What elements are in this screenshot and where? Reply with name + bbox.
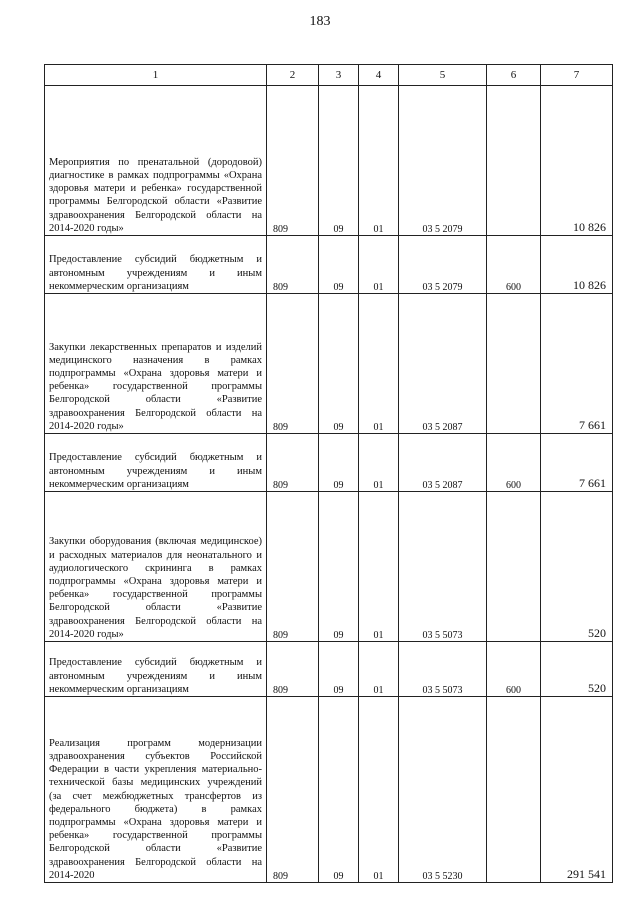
cell-target-article: 03 5 2087 (399, 434, 487, 492)
cell-subsection: 01 (359, 236, 399, 294)
table-row (45, 294, 613, 434)
cell-subsection: 01 (359, 697, 399, 883)
cell-expense-type (487, 294, 541, 434)
cell-section: 09 (319, 697, 359, 883)
row-description: Предоставление субсидий бюджетным и автономным учреждениям и иным некоммерческим организациям (45, 642, 267, 697)
column-header-6: 6 (487, 65, 541, 86)
cell-amount: 7 661 (541, 434, 613, 492)
table-row (45, 642, 613, 697)
cell-section: 09 (319, 492, 359, 642)
column-header-3: 3 (319, 65, 359, 86)
column-header-5: 5 (399, 65, 487, 86)
cell-ministry-code: 809 (267, 642, 319, 697)
table-row (45, 492, 613, 642)
cell-target-article: 03 5 2079 (399, 236, 487, 294)
cell-ministry-code: 809 (267, 236, 319, 294)
row-description: Реализация программ модернизации здравоохранения субъектов Российской Федерации в части укрепления материально-технической базы медицинских учреждений (за счет межбюджетных трансфертов из федерального бюджета) в рамках подпрограммы «Охрана здоровья матери и ребенка» государственной программы Белгородской области «Развитие здравоохранения Белгородской области на 2014-2020 (45, 697, 267, 883)
table-row (45, 86, 613, 236)
cell-amount: 10 826 (541, 86, 613, 236)
cell-amount: 520 (541, 492, 613, 642)
row-description: Мероприятия по пренатальной (дородовой) диагностике в рамках подпрограммы «Охрана здоровья матери и ребенка» государственной программы Белгородской области «Развитие здравоохранения Белгородской области на 2014-2020 годы» (45, 86, 267, 236)
table-row (45, 236, 613, 294)
cell-expense-type: 600 (487, 236, 541, 294)
cell-section: 09 (319, 294, 359, 434)
cell-subsection: 01 (359, 434, 399, 492)
column-header-4: 4 (359, 65, 399, 86)
row-description: Закупки лекарственных препаратов и изделий медицинского назначения в рамках подпрограммы «Охрана здоровья матери и ребенка» государственной программы Белгородской области «Развитие здравоохранения Белгородской области на 2014-2020 годы» (45, 294, 267, 434)
cell-subsection: 01 (359, 642, 399, 697)
cell-expense-type (487, 697, 541, 883)
cell-expense-type (487, 492, 541, 642)
header-row (45, 65, 613, 86)
budget-table (44, 64, 613, 883)
cell-ministry-code: 809 (267, 697, 319, 883)
cell-amount: 291 541 (541, 697, 613, 883)
cell-expense-type: 600 (487, 434, 541, 492)
table-row (45, 434, 613, 492)
cell-amount: 7 661 (541, 294, 613, 434)
cell-subsection: 01 (359, 86, 399, 236)
cell-section: 09 (319, 86, 359, 236)
cell-subsection: 01 (359, 294, 399, 434)
column-header-1: 1 (45, 65, 267, 86)
cell-section: 09 (319, 642, 359, 697)
cell-subsection: 01 (359, 492, 399, 642)
cell-target-article: 03 5 2079 (399, 86, 487, 236)
cell-expense-type: 600 (487, 642, 541, 697)
cell-section: 09 (319, 434, 359, 492)
cell-target-article: 03 5 5230 (399, 697, 487, 883)
cell-ministry-code: 809 (267, 434, 319, 492)
column-header-7: 7 (541, 65, 613, 86)
row-description: Закупки оборудования (включая медицинское) и расходных материалов для неонатального и аудиологического скрининга в рамках подпрограммы «Охрана здоровья матери и ребенка» государственной программы Белгородской области «Развитие здравоохранения Белгородской области на 2014-2020 годы» (45, 492, 267, 642)
cell-ministry-code: 809 (267, 492, 319, 642)
cell-target-article: 03 5 5073 (399, 492, 487, 642)
cell-target-article: 03 5 2087 (399, 294, 487, 434)
table-row (45, 697, 613, 883)
cell-expense-type (487, 86, 541, 236)
cell-target-article: 03 5 5073 (399, 642, 487, 697)
cell-amount: 520 (541, 642, 613, 697)
row-description: Предоставление субсидий бюджетным и автономным учреждениям и иным некоммерческим организациям (45, 236, 267, 294)
page-number: 183 (309, 14, 331, 29)
row-description: Предоставление субсидий бюджетным и автономным учреждениям и иным некоммерческим организациям (45, 434, 267, 492)
cell-ministry-code: 809 (267, 86, 319, 236)
cell-ministry-code: 809 (267, 294, 319, 434)
column-header-2: 2 (267, 65, 319, 86)
cell-section: 09 (319, 236, 359, 294)
cell-amount: 10 826 (541, 236, 613, 294)
